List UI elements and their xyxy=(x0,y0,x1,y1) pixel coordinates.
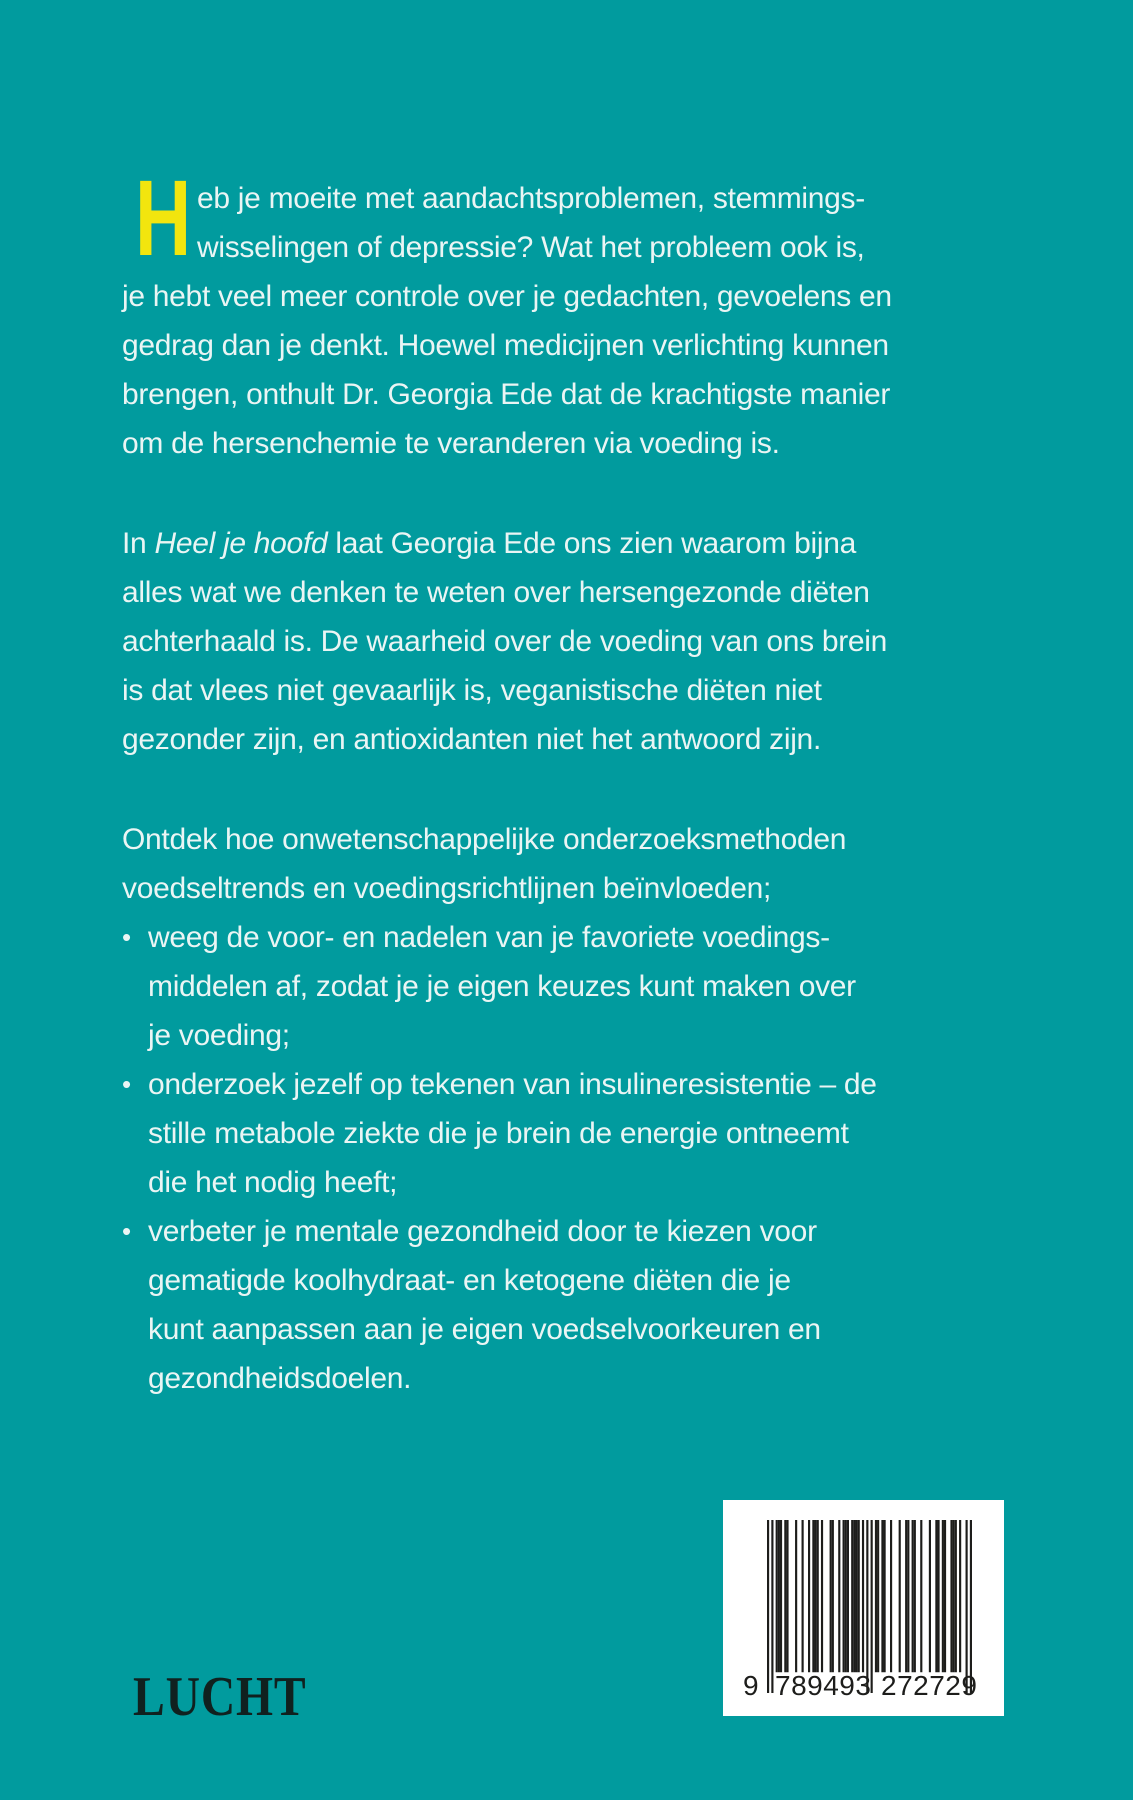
text-line: weeg de voor- en nadelen van je favoriete voedings- xyxy=(148,921,830,954)
bullet-lines xyxy=(148,1060,1082,1207)
bullet-item xyxy=(122,1060,1082,1207)
bullet-marker: • xyxy=(122,1069,131,1099)
synopsis-paragraph-1 xyxy=(122,157,1082,468)
bullet-marker: • xyxy=(122,922,131,952)
text-line: middelen af, zodat je je eigen keuzes kunt maken over xyxy=(148,970,856,1003)
text-line: gezondheidsdoelen. xyxy=(148,1362,412,1395)
text-line: In Heel je hoofd laat Georgia Ede ons zien waarom bijna xyxy=(122,527,856,560)
bullet-list xyxy=(122,913,1082,1403)
barcode-digit-first: 9 xyxy=(743,1670,759,1701)
bullet-lines xyxy=(148,1207,1082,1403)
text-line: kunt aanpassen aan je eigen voedselvoorkeuren en xyxy=(148,1313,821,1346)
drop-cap-letter: H xyxy=(135,157,191,278)
text-line: is dat vlees niet gevaarlijk is, veganistische diëten niet xyxy=(122,674,822,707)
bullet-marker: • xyxy=(122,1216,131,1246)
bullet-item xyxy=(122,1207,1082,1403)
text-line: gematigde koolhydraat- en ketogene diëten die je xyxy=(148,1264,791,1297)
bullet-lines xyxy=(148,913,1082,1060)
barcode-digits xyxy=(723,1672,1004,1702)
text-line: eb je moeite met aandachtsproblemen, stemmings- xyxy=(197,182,865,215)
paragraph-lines xyxy=(122,815,1082,913)
text-line: alles wat we denken te weten over hersengezonde diëten xyxy=(122,576,870,609)
synopsis-paragraph-2 xyxy=(122,519,1082,764)
bullet-item xyxy=(122,913,1082,1060)
text-line: achterhaald is. De waarheid over de voeding van ons brein xyxy=(122,625,888,658)
text-line: voedseltrends en voedingsrichtlijnen beïnvloeden; xyxy=(122,872,772,905)
synopsis-text xyxy=(122,157,1082,1403)
barcode-digits-right: 272729 xyxy=(881,1670,978,1701)
text-line: Ontdek hoe onwetenschappelijke onderzoeksmethoden xyxy=(122,823,847,856)
text-line: die het nodig heeft; xyxy=(148,1166,398,1199)
synopsis-paragraph-3 xyxy=(122,815,1082,1403)
text-line: wisselingen of depressie? Wat het probleem ook is, xyxy=(197,231,865,264)
barcode-digits-left: 789493 xyxy=(775,1670,872,1701)
text-line: gezonder zijn, en antioxidanten niet het antwoord zijn. xyxy=(122,723,821,756)
paragraph-lines xyxy=(122,519,1082,764)
publisher-logo-lucht: LUCHT xyxy=(133,1666,307,1728)
text-line: verbeter je mentale gezondheid door te kiezen voor xyxy=(148,1215,817,1248)
text-line: brengen, onthult Dr. Georgia Ede dat de krachtigste manier xyxy=(122,378,891,411)
text-line: onderzoek jezelf op tekenen van insulineresistentie – de xyxy=(148,1068,877,1101)
text-line: je hebt veel meer controle over je gedachten, gevoelens en xyxy=(122,280,892,313)
text-line: gedrag dan je denkt. Hoewel medicijnen verlichting kunnen xyxy=(122,329,889,362)
barcode-bars xyxy=(767,1520,972,1693)
text-line: om de hersenchemie te veranderen via voeding is. xyxy=(122,427,780,460)
text-line: stille metabole ziekte die je brein de energie ontneemt xyxy=(148,1117,849,1150)
paragraph-lines xyxy=(122,157,1082,468)
text-line: je voeding; xyxy=(148,1019,290,1052)
isbn-barcode xyxy=(723,1500,1004,1716)
